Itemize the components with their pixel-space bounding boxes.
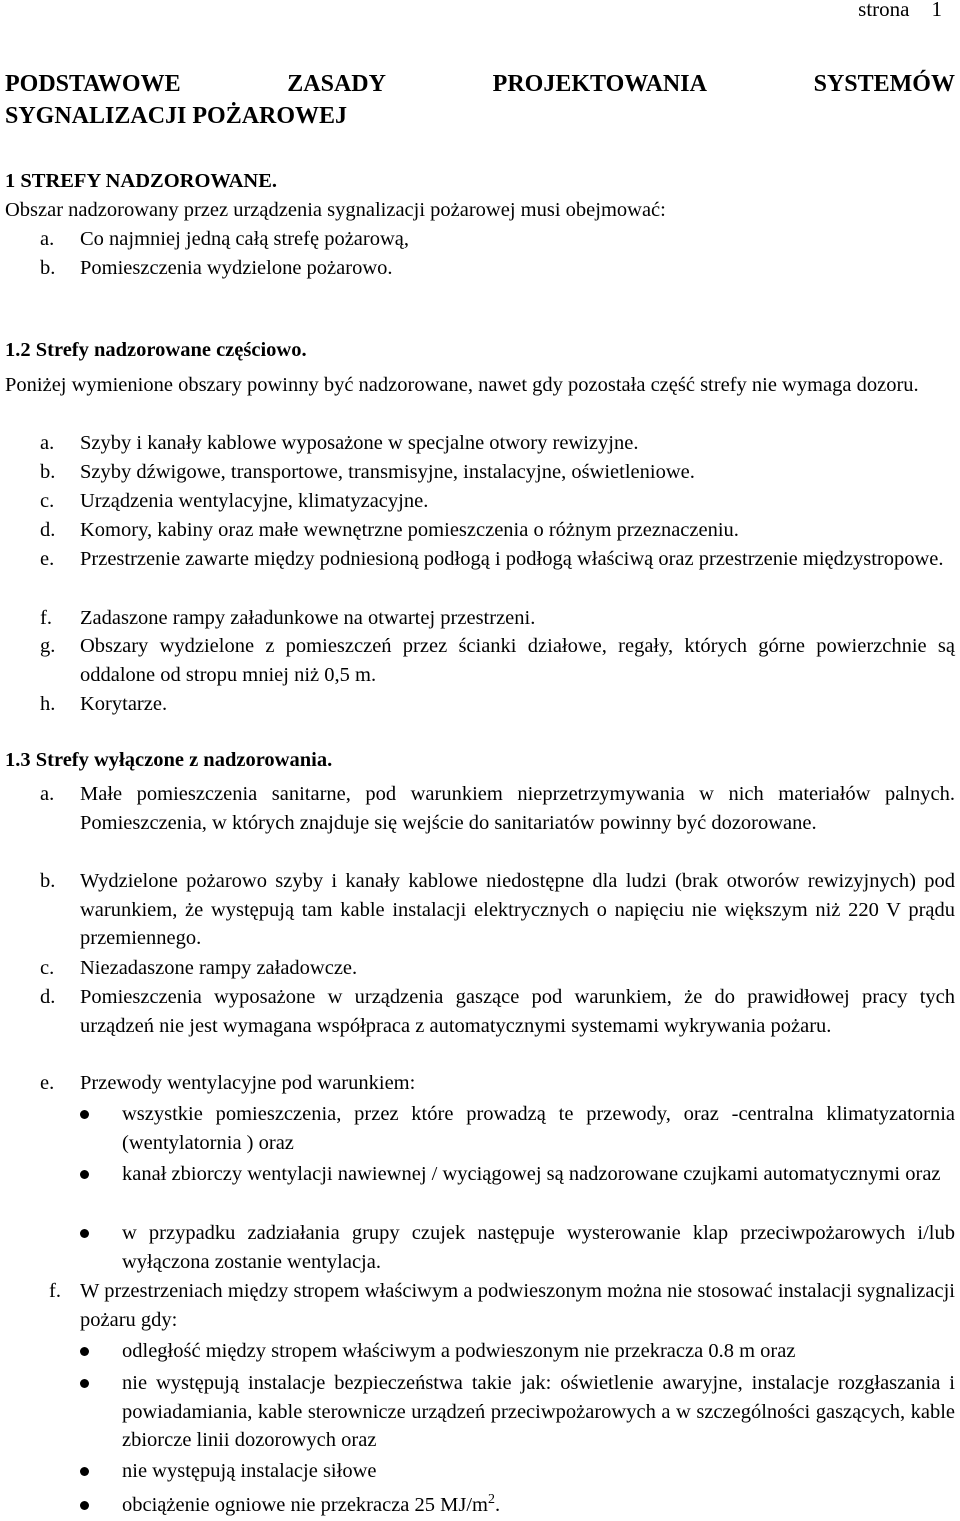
list-item-text: Szyby i kanały kablowe wyposażone w specjalne otwory rewizyjne. (80, 432, 639, 454)
bullet-icon (80, 1229, 89, 1238)
list-marker: b. (40, 870, 56, 892)
bullet-icon (80, 1379, 89, 1388)
exponent: 2 (488, 1492, 495, 1507)
page-label-number: 1 (931, 0, 942, 21)
list-item (5, 690, 955, 719)
bullet-icon (80, 1467, 89, 1476)
list-item-text: Obszary wydzielone z pomieszczeń przez ścianki działowe, regały, których górne powierzchnie są oddalone od stropu mniej niż 0,5 m. (80, 635, 955, 686)
list-item-text: Przewody wentylacyjne pod warunkiem: (80, 1072, 416, 1094)
bullet-icon (80, 1170, 89, 1179)
list-item (5, 516, 955, 545)
bullet-text: w przypadku zadziałania grupy czujek następuje wysterowanie klap przeciwpożarowych i/lub wyłączona zostanie wentylacja. (122, 1222, 955, 1273)
page-label-word: strona (858, 0, 910, 21)
list-marker: d. (40, 986, 56, 1008)
list-item-text: Niezadaszone rampy załadowcze. (80, 957, 358, 979)
list-marker: g. (40, 635, 56, 657)
list-item (5, 780, 955, 837)
section-1-2-intro: Poniżej wymienione obszary powinny być nadzorowane, nawet gdy pozostała część strefy nie wymaga dozoru. (5, 374, 919, 396)
bullet-text (122, 1491, 955, 1520)
list-item (5, 632, 955, 689)
list-item (5, 604, 955, 633)
list-item (5, 487, 955, 516)
page-number (858, 0, 942, 24)
section-1-2-heading: 1.2 Strefy nadzorowane częściowo. (5, 339, 307, 361)
list-item-text: Komory, kabiny oraz małe wewnętrzne pomieszczenia o różnym przeznaczeniu. (80, 519, 739, 541)
title-line-2: SYGNALIZACJI POŻAROWEJ (5, 103, 348, 129)
list-marker: e. (40, 1072, 55, 1094)
list-item (5, 1069, 955, 1098)
list-item-text: Korytarze. (80, 693, 168, 715)
list-item (5, 867, 955, 953)
document-title (5, 68, 955, 132)
list-item-text: Szyby dźwigowe, transportowe, transmisyjne, instalacyjne, oświetleniowe. (80, 461, 695, 483)
list-item (5, 983, 955, 1040)
bullet-item (5, 1491, 955, 1520)
list-marker: a. (40, 783, 55, 805)
list-marker: e. (40, 548, 55, 570)
list-marker: c. (40, 957, 55, 979)
list-item (5, 458, 955, 487)
title-word: ZASADY (287, 71, 386, 97)
list-marker: d. (40, 519, 56, 541)
list-item (5, 429, 955, 458)
list-marker: h. (40, 693, 56, 715)
list-item (5, 1277, 955, 1334)
bullet-icon (80, 1110, 89, 1119)
list-marker: f. (49, 1280, 61, 1302)
list-item (5, 954, 955, 983)
fire-load-text: obciążenie ogniowe nie przekracza 25 MJ/m (122, 1494, 488, 1516)
list-marker: a. (40, 432, 55, 454)
list-item-text: Małe pomieszczenia sanitarne, pod warunkiem nieprzetrzymywania w nich materiałów palnych. Pomieszczenia, w których znajduje się wejście do sanitariatów powinny być dozorowane. (80, 783, 955, 834)
section-1-heading: 1 STREFY NADZOROWANE. (5, 170, 278, 192)
bullet-text: nie występują instalacje siłowe (122, 1460, 377, 1482)
list-item-text: Urządzenia wentylacyjne, klimatyzacyjne. (80, 490, 429, 512)
bullet-text: wszystkie pomieszczenia, przez które prowadzą te przewody, oraz -centralna klimatyzatornia (wentylatornia ) oraz (122, 1103, 955, 1154)
list-marker: b. (40, 257, 56, 279)
list-item-text: Wydzielone pożarowo szyby i kanały kablowe niedostępne dla ludzi (brak otworów rewizyjnych) pod warunkiem, że występują tam kable instalacji elektrycznych o napięciu nie większym niż 220 V prądu przemiennego. (80, 870, 955, 950)
list-item (5, 545, 955, 574)
list-item-text: Pomieszczenia wydzielone pożarowo. (80, 257, 393, 279)
list-item-text: Co najmniej jedną całą strefę pożarową, (80, 228, 409, 250)
bullet-item (5, 1369, 955, 1455)
bullet-icon (80, 1501, 89, 1510)
title-word: PROJEKTOWANIA (492, 71, 707, 97)
fire-load-suffix: . (495, 1494, 501, 1516)
list-marker: c. (40, 490, 55, 512)
bullet-item (5, 1100, 955, 1157)
bullet-item (5, 1337, 955, 1366)
title-word: PODSTAWOWE (5, 71, 181, 97)
title-word: SYSTEMÓW (813, 71, 955, 97)
list-item-text: Pomieszczenia wyposażone w urządzenia gaszące pod warunkiem, że do prawidłowej pracy tych urządzeń nie jest wymagana współpraca z automatycznymi systemami wykrywania pożaru. (80, 986, 955, 1037)
section-1-3-heading: 1.3 Strefy wyłączone z nadzorowania. (5, 749, 333, 771)
list-marker: f. (40, 607, 52, 629)
list-item-text: Przestrzenie zawarte między podniesioną podłogą i podłogą właściwą oraz przestrzenie międzystropowe. (80, 548, 944, 570)
list-marker: b. (40, 461, 56, 483)
section-1-intro: Obszar nadzorowany przez urządzenia sygnalizacji pożarowej musi obejmować: (5, 199, 666, 221)
list-marker: a. (40, 228, 55, 250)
bullet-text: nie występują instalacje bezpieczeństwa takie jak: oświetlenie awaryjne, instalacje rozgłaszania i powiadamiania, kable sterownicze urządzeń przeciwpożarowych a w szczególności gaszących, kable zbiorcze linii dozorowych oraz (122, 1372, 955, 1452)
list-item-text: Zadaszone rampy załadunkowe na otwartej przestrzeni. (80, 607, 536, 629)
bullet-text: kanał zbiorczy wentylacji nawiewnej / wyciągowej są nadzorowane czujkami automatycznymi oraz (122, 1163, 941, 1185)
list-item-text: W przestrzeniach między stropem właściwym a podwieszonym można nie stosować instalacji sygnalizacji pożaru gdy: (80, 1280, 955, 1331)
bullet-icon (80, 1347, 89, 1356)
bullet-item (5, 1457, 955, 1486)
bullet-item (5, 1160, 955, 1189)
bullet-item (5, 1219, 955, 1276)
list-item (5, 225, 955, 254)
bullet-text: odległość między stropem właściwym a podwieszonym nie przekracza 0.8 m oraz (122, 1340, 796, 1362)
list-item (5, 254, 955, 283)
